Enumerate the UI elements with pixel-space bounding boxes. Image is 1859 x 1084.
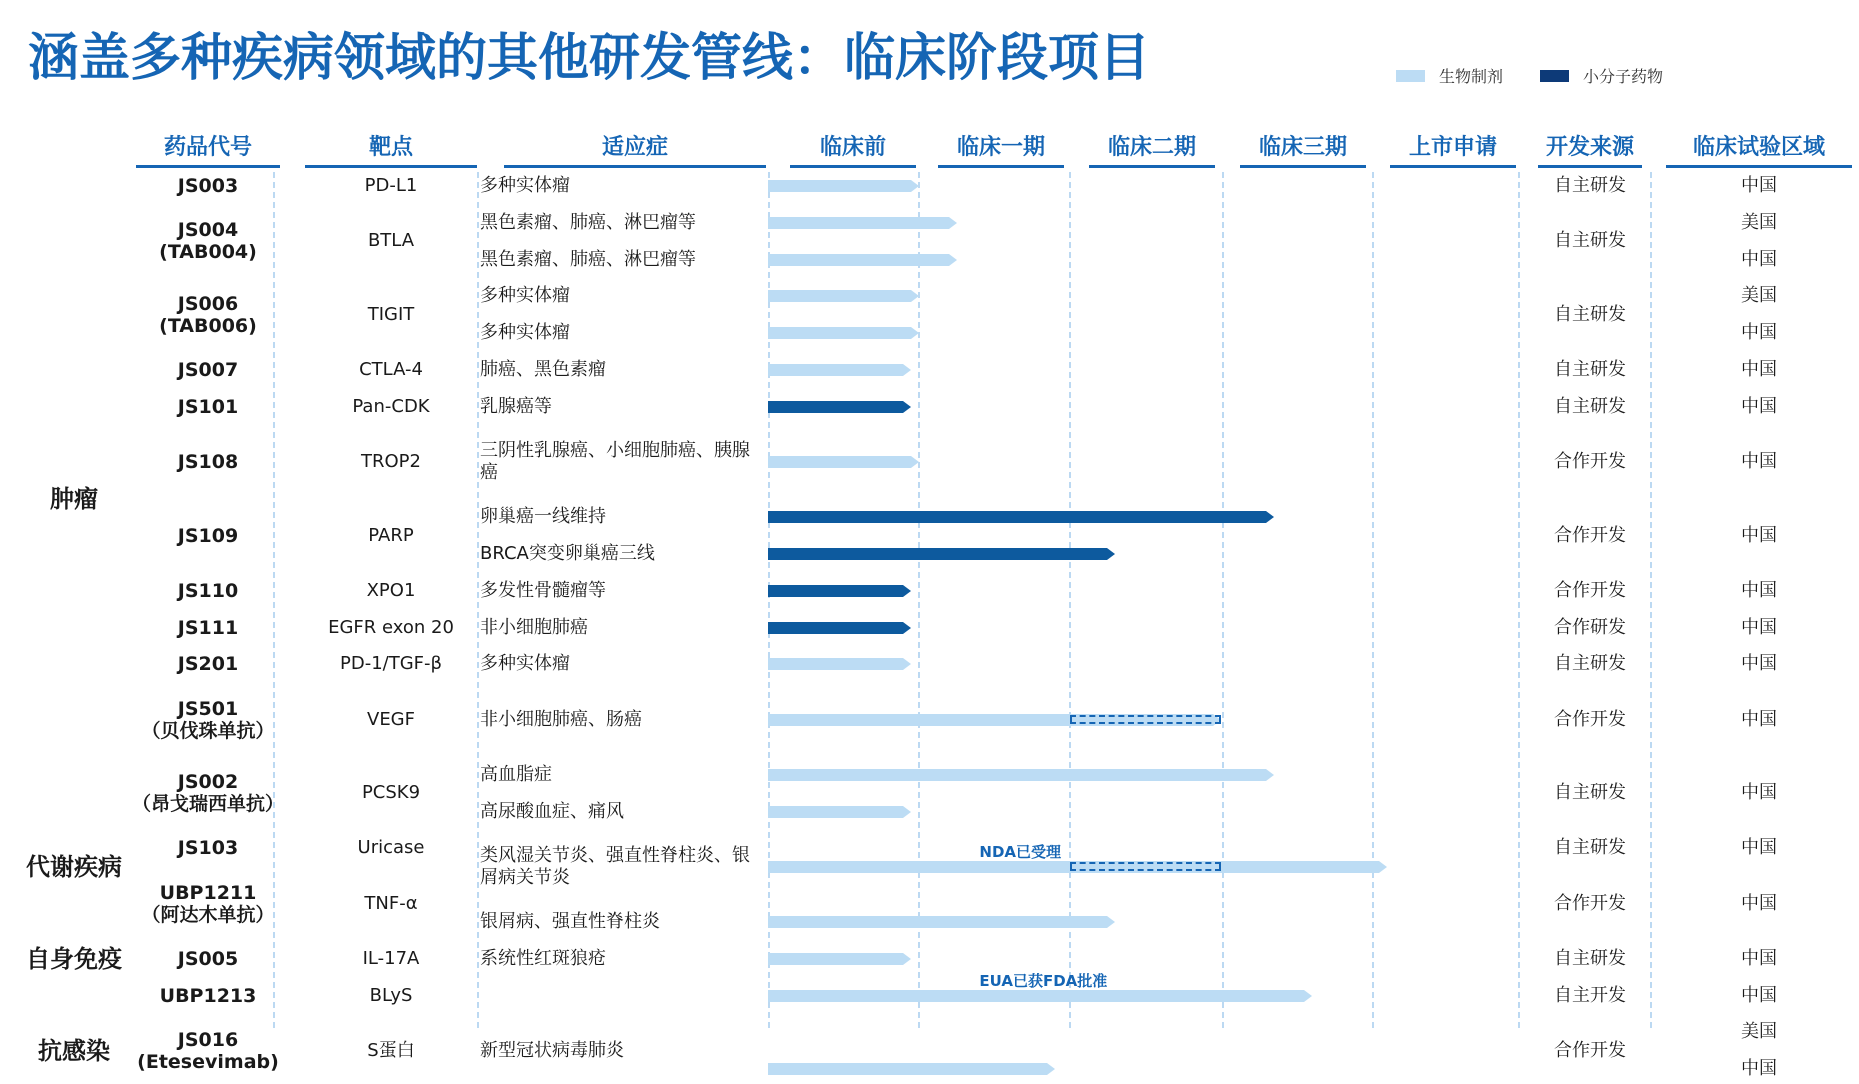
drug-target: S蛋白 (367, 1039, 415, 1061)
drug-code (136, 695, 280, 745)
trial-region: 中国 (1741, 1058, 1777, 1080)
drug-code-line: JS004 (177, 219, 239, 242)
drug-code (136, 971, 280, 1021)
header-code-label: 药品代号 (163, 135, 252, 160)
indication-text: 多种实体瘤 (480, 175, 570, 196)
drug-code (136, 437, 280, 487)
header-underline (1390, 165, 1516, 168)
drug-source: 合作开发 (1554, 524, 1626, 546)
trial-region: 中国 (1741, 653, 1777, 675)
legend-small-molecule-label: 小分子药物 (1583, 67, 1664, 86)
drug-code-line: JS110 (177, 579, 239, 602)
drug-code-line: （阿达木单抗） (141, 903, 275, 926)
trial-region: 中国 (1741, 947, 1777, 969)
drug-code-line: (TAB004) (159, 241, 257, 264)
indication-text: 非小细胞肺癌 (480, 616, 588, 638)
biologic-progress-bar (768, 217, 949, 229)
drug-code-line: (Etesevimab) (137, 1050, 279, 1073)
biologic-progress-bar (768, 254, 949, 266)
status-note: NDA已受理 (979, 842, 1062, 861)
drug-code-line: JS007 (177, 359, 239, 381)
drug-source: 合作开发 (1554, 579, 1626, 601)
drug-target: CTLA-4 (359, 359, 423, 380)
trial-region: 中国 (1741, 984, 1777, 1006)
small-molecule-progress-bar (768, 585, 903, 597)
category-label: 肿瘤 (50, 484, 98, 513)
drug-target: IL-17A (362, 947, 420, 969)
indication-text: 新型冠状病毒肺炎 (480, 1039, 624, 1061)
trial-region: 美国 (1741, 285, 1777, 307)
drug-code (132, 768, 285, 818)
indication-text: 黑色素瘤、肺癌、淋巴瘤等 (480, 211, 696, 233)
bar-arrow-tip (1266, 511, 1274, 523)
bar-arrow-tip (911, 327, 919, 339)
header-phase3 (1240, 130, 1366, 168)
drug-target: Pan-CDK (352, 395, 430, 417)
biologic-progress-bar (768, 290, 911, 302)
header-phase2-label: 临床二期 (1107, 135, 1196, 160)
drug-source: 自主研发 (1554, 395, 1626, 417)
column-divider (477, 172, 479, 1028)
biologic-progress-bar (768, 806, 903, 818)
column-divider (1650, 172, 1652, 1028)
trial-region: 中国 (1741, 579, 1777, 601)
header-filing (1390, 130, 1516, 168)
biologic-progress-bar (768, 364, 903, 376)
drug-target: TNF-α (364, 892, 418, 914)
trial-region: 中国 (1741, 175, 1777, 196)
drug-code-line: JS201 (177, 653, 239, 676)
header-underline (305, 165, 477, 168)
header-source (1538, 130, 1642, 168)
drug-code-line: JS016 (177, 1028, 239, 1051)
indication-text: 卵巢癌一线维持 (480, 506, 606, 528)
header-target (305, 130, 477, 168)
drug-code-line: （贝伐珠单抗） (141, 719, 275, 742)
planned-stage-dashed-box (1070, 862, 1221, 871)
drug-code-line: JS002 (177, 771, 239, 794)
drug-source: 合作开发 (1554, 892, 1626, 914)
header-underline (1240, 165, 1366, 168)
drug-code (136, 879, 280, 929)
drug-code (136, 216, 280, 266)
drug-code (136, 511, 280, 561)
biologic-progress-bar (768, 658, 903, 670)
drug-target: PD-1/TGF-β (339, 653, 442, 675)
category-label: 代谢疾病 (26, 852, 122, 881)
indication-text: 类风湿关节炎、强直性脊柱炎、银屑病关节炎 (480, 844, 750, 888)
trial-region: 中国 (1741, 782, 1777, 804)
trial-region: 美国 (1741, 1021, 1777, 1043)
header-region (1666, 130, 1852, 168)
biologic-progress-bar (768, 456, 911, 468)
bar-arrow-tip (911, 290, 919, 302)
bar-arrow-tip (1379, 861, 1387, 873)
indication-text: 多种实体瘤 (480, 653, 570, 675)
drug-source: 自主研发 (1554, 837, 1626, 859)
drug-source: 自主研发 (1554, 782, 1626, 804)
bar-arrow-tip (903, 401, 911, 413)
biologic-progress-bar (768, 180, 911, 192)
indication-text: 乳腺癌等 (480, 395, 552, 417)
header-underline (790, 165, 916, 168)
indication-text: 银屑病、强直性脊柱炎 (480, 911, 660, 932)
drug-code-line: JS003 (177, 175, 239, 197)
trial-region: 中国 (1741, 837, 1777, 859)
bar-arrow-tip (903, 585, 911, 597)
drug-code-line: JS101 (177, 395, 239, 418)
trial-region: 中国 (1741, 708, 1777, 730)
drug-source: 自主研发 (1554, 359, 1626, 380)
bar-arrow-tip (903, 658, 911, 670)
small-molecule-progress-bar (768, 622, 903, 634)
drug-target: BTLA (367, 230, 415, 252)
drug-target: PARP (368, 524, 414, 546)
legend-biologic (1396, 64, 1503, 87)
column-divider (1069, 172, 1071, 1028)
drug-code-line: (TAB006) (159, 314, 257, 337)
trial-region: 中国 (1741, 524, 1777, 546)
drug-source: 自主研发 (1554, 303, 1626, 325)
trial-region: 中国 (1741, 248, 1777, 270)
trial-region: 中国 (1741, 359, 1777, 380)
header-phase1 (938, 130, 1064, 168)
drug-source: 自主研发 (1554, 947, 1626, 969)
indication-text: 系统性红斑狼疮 (480, 947, 606, 969)
indication-text: 三阴性乳腺癌、小细胞肺癌、胰腺癌 (480, 440, 750, 483)
drug-source: 自主开发 (1554, 984, 1626, 1006)
indication-text: BRCA突变卵巢癌三线 (480, 543, 655, 564)
small-molecule-progress-bar (768, 511, 1266, 523)
bar-arrow-tip (949, 254, 957, 266)
drug-code-line: JS103 (177, 837, 239, 860)
indication-text: 非小细胞肺癌、肠癌 (480, 708, 642, 730)
drug-source: 合作开发 (1554, 708, 1626, 730)
drug-source: 自主研发 (1554, 175, 1626, 196)
bar-arrow-tip (949, 217, 957, 229)
drug-target: XPO1 (366, 579, 416, 601)
bar-arrow-tip (903, 806, 911, 818)
bar-arrow-tip (1047, 1063, 1055, 1075)
bar-arrow-tip (903, 364, 911, 376)
indication-text: 高尿酸血症、痛风 (480, 800, 624, 822)
legend-small-molecule (1540, 64, 1663, 87)
drug-target: VEGF (367, 708, 415, 730)
planned-stage-dashed-box (1070, 715, 1221, 724)
drug-target: PCSK9 (361, 782, 421, 804)
drug-code-line: JS501 (177, 697, 239, 720)
status-note: EUA已获FDA批准 (979, 971, 1108, 990)
small-molecule-progress-bar (768, 401, 903, 413)
bar-arrow-tip (1266, 769, 1274, 781)
drug-target: Uricase (357, 837, 425, 859)
drug-target: TIGIT (367, 303, 415, 325)
header-underline (938, 165, 1064, 168)
trial-region: 中国 (1741, 892, 1777, 914)
drug-target: PD-L1 (364, 175, 418, 196)
drug-code (136, 639, 280, 689)
drug-target: BLyS (369, 984, 413, 1006)
indication-text: 肺癌、黑色素瘤 (480, 359, 606, 380)
header-filing-label: 上市申请 (1408, 135, 1497, 160)
legend-small-molecule-swatch (1540, 70, 1569, 82)
legend-biologic-label: 生物制剂 (1439, 67, 1504, 86)
drug-source: 自主研发 (1554, 653, 1626, 675)
drug-code (136, 382, 280, 432)
drug-code (136, 161, 280, 211)
biologic-progress-bar (768, 990, 1304, 1002)
bar-arrow-tip (1107, 548, 1115, 560)
category-label: 自身免疫 (26, 944, 122, 973)
column-divider (1222, 172, 1224, 1028)
header-phase3-label: 临床三期 (1258, 135, 1347, 160)
column-divider (1518, 172, 1520, 1028)
header-underline (1538, 165, 1642, 168)
drug-source: 自主研发 (1554, 230, 1626, 252)
header-preclinical (790, 130, 916, 168)
header-underline (1089, 165, 1215, 168)
drug-code-line: JS006 (177, 292, 239, 315)
drug-target: TROP2 (361, 451, 421, 472)
biologic-progress-bar (768, 953, 903, 965)
trial-region: 中国 (1741, 395, 1777, 417)
trial-region: 中国 (1741, 451, 1777, 472)
header-underline (1666, 165, 1852, 168)
legend-biologic-swatch (1396, 70, 1425, 82)
bar-arrow-tip (903, 622, 911, 634)
drug-code-line: UBP1211 (159, 881, 257, 904)
indication-text: 多种实体瘤 (480, 322, 570, 344)
drug-code (136, 290, 280, 340)
header-target-label: 靶点 (368, 135, 413, 160)
drug-code-line: （昂戈瑞西单抗） (132, 793, 285, 816)
header-source-label: 开发来源 (1545, 135, 1634, 160)
page-title: 涵盖多种疾病领域的其他研发管线：临床阶段项目 (28, 29, 1151, 88)
column-divider (1372, 172, 1374, 1028)
drug-target: EGFR exon 20 (328, 616, 454, 638)
biologic-progress-bar (768, 916, 1107, 928)
drug-source: 合作开发 (1554, 1039, 1626, 1061)
drug-code (136, 823, 280, 873)
header-preclinical-label: 临床前 (819, 135, 886, 160)
indication-text: 多种实体瘤 (480, 285, 570, 307)
header-indication-label: 适应症 (601, 135, 668, 160)
header-phase2 (1089, 130, 1215, 168)
biologic-progress-bar (768, 327, 911, 339)
biologic-progress-bar (768, 769, 1266, 781)
drug-code-line: JS109 (177, 524, 239, 547)
drug-code-line: JS005 (177, 947, 239, 970)
bar-arrow-tip (911, 180, 919, 192)
indication-text: 多发性骨髓瘤等 (480, 579, 606, 601)
small-molecule-progress-bar (768, 548, 1107, 560)
header-region-label: 临床试验区域 (1692, 135, 1825, 160)
trial-region: 美国 (1741, 211, 1777, 233)
bar-arrow-tip (903, 953, 911, 965)
drug-code-line: JS111 (177, 616, 239, 639)
bar-arrow-tip (1304, 990, 1312, 1002)
drug-code (136, 1026, 280, 1076)
biologic-progress-bar (768, 1063, 1047, 1075)
header-phase1-label: 临床一期 (956, 135, 1045, 160)
category-label: 抗感染 (38, 1036, 110, 1065)
bar-arrow-tip (911, 456, 919, 468)
indication-text: 高血脂症 (480, 763, 552, 785)
trial-region: 中国 (1741, 616, 1777, 638)
drug-source: 合作研发 (1554, 616, 1626, 638)
bar-arrow-tip (1107, 916, 1115, 928)
drug-source: 合作开发 (1554, 451, 1626, 472)
drug-code-line: JS108 (177, 451, 239, 473)
indication-text: 黑色素瘤、肺癌、淋巴瘤等 (480, 248, 696, 270)
drug-code-line: UBP1213 (159, 984, 257, 1007)
trial-region: 中国 (1741, 322, 1777, 344)
